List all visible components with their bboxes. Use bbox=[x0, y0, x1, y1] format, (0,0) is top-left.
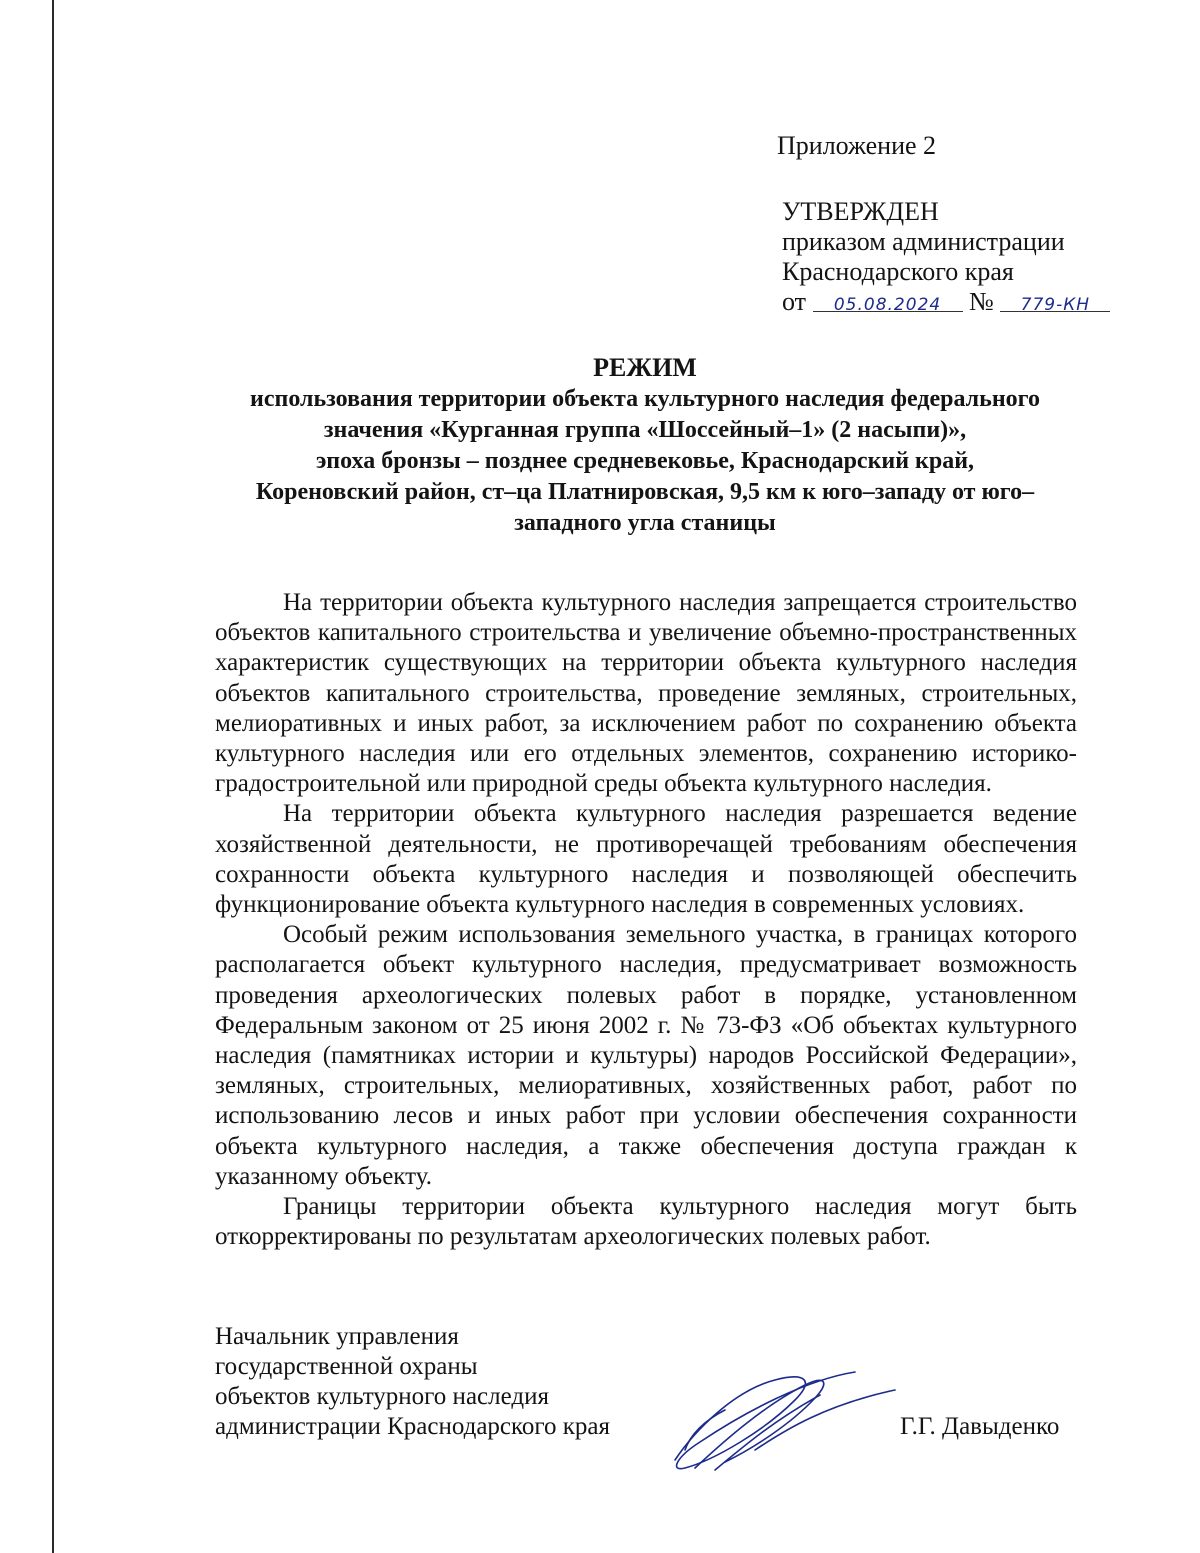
approval-title: УТВЕРЖДЕН bbox=[782, 197, 939, 226]
appendix-label: Приложение 2 bbox=[777, 131, 937, 160]
paragraph-prohibition: На территории объекта культурного наследия запрещается строительство объектов капитального строительства и увеличение объемно-пространственных характеристик существующих на территории объекта культурного наследия объектов капитального строительства, проведение земляных, строительных, мелиоративных и иных работ, за исключением работ по сохранению объекта культурного наследия или его отдельных элементов, сохранению историко-градостроительной или природной среды объекта культурного наследия. bbox=[215, 589, 1077, 798]
handwritten-date: 05.08.2024 bbox=[833, 295, 942, 315]
number-field bbox=[1000, 287, 1110, 315]
paragraph-special-regime: Особый режим использования земельного участка, в границах которого располагается объект культурного наследия, предусматривает возможность проведения археологических полевых работ в порядке, установленном Федеральным законом от 25 июня 2002 г. № 73-ФЗ «Об объектах культурного наследия (памятниках истории и культуры) народов Российской Федерации», земляных, строительных, мелиоративных, хозяйственных работ, работ по использованию лесов и иных работ при условии обеспечения сохранности объекта культурного наследия, а также обеспечения доступа граждан к указанному объекту. bbox=[215, 921, 1077, 1190]
subtitle-line: эпоха бронзы – позднее средневековье, Краснодарский край, bbox=[315, 448, 975, 474]
subtitle-line: использования территории объекта культурного наследия федерального bbox=[250, 386, 1040, 412]
position-line: администрации Краснодарского края bbox=[215, 1413, 611, 1440]
signer-name: Г.Г. Давыденко bbox=[900, 1413, 1060, 1440]
subtitle-line: западного угла станицы bbox=[514, 510, 776, 536]
paragraph-permission: На территории объекта культурного наследия разрешается ведение хозяйственной деятельности, не противоречащей требованиям обеспечения сохранности объекта культурного наследия и позволяющей обеспечить функционирование объекта культурного наследия в современных условиях. bbox=[215, 800, 1077, 919]
approval-block bbox=[782, 197, 1110, 319]
approval-line-2: Краснодарского края bbox=[782, 257, 1014, 286]
paragraph-boundaries: Границы территории объекта культурного наследия могут быть откорректированы по результатам археологических полевых работ. bbox=[215, 1193, 1077, 1251]
position-line: государственной охраны bbox=[215, 1353, 478, 1380]
date-prefix: от bbox=[782, 287, 807, 316]
page-left-edge bbox=[52, 0, 54, 1553]
document-title: РЕЖИМ bbox=[593, 353, 697, 382]
document-title-block bbox=[205, 352, 1085, 539]
handwritten-number: 779-КН bbox=[1020, 295, 1091, 315]
position-line: объектов культурного наследия bbox=[215, 1383, 549, 1410]
subtitle-line: Кореновский район, ст–ца Платнировская, 9,5 км к юго–западу от юго– bbox=[255, 479, 1035, 505]
handwritten-signature-icon bbox=[655, 1350, 905, 1480]
number-prefix: № bbox=[969, 287, 994, 316]
subtitle-line: значения «Курганная группа «Шоссейный–1» (2 насыпи)», bbox=[323, 417, 967, 443]
position-line: Начальник управления bbox=[215, 1323, 459, 1350]
signatory-position bbox=[215, 1322, 610, 1442]
date-field bbox=[813, 287, 963, 315]
approval-date-line bbox=[782, 287, 1110, 319]
document-body bbox=[215, 588, 1077, 1252]
approval-line-1: приказом администрации bbox=[782, 227, 1065, 256]
